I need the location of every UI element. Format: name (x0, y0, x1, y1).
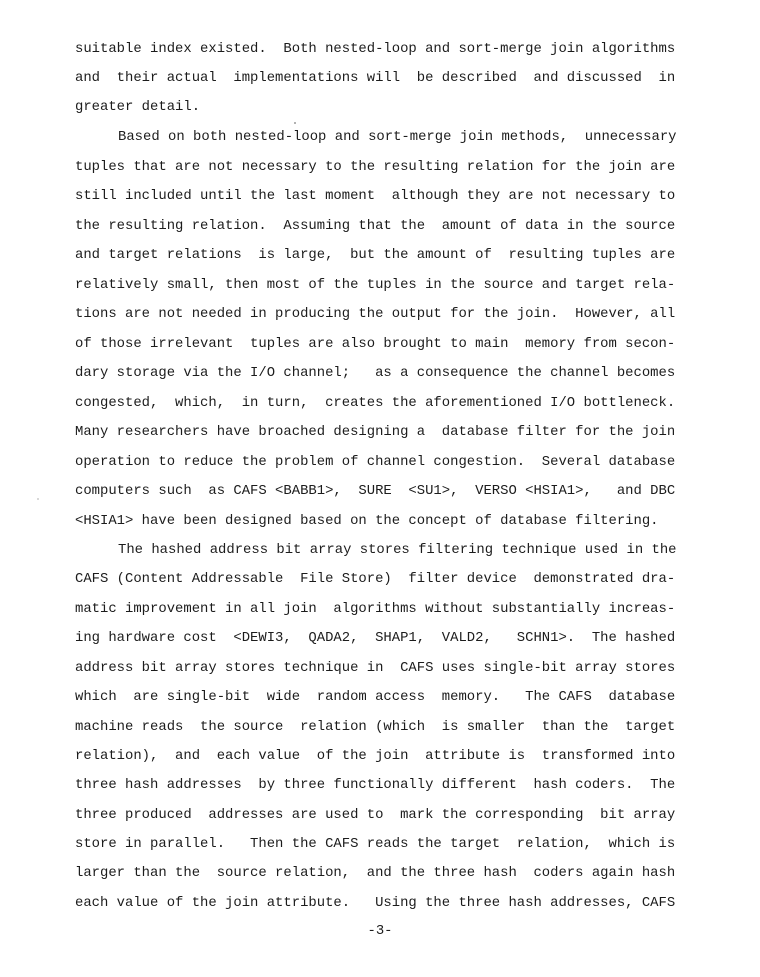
text-line: tuples that are not necessary to the resulting relation for the join are (75, 159, 676, 175)
text-line: relatively small, then most of the tuples in the source and target rela- (75, 277, 676, 293)
text-line: each value of the join attribute. Using the three hash addresses, CAFS (75, 895, 676, 911)
text-line: The hashed address bit array stores filtering technique used in the (118, 542, 677, 558)
text-line: operation to reduce the problem of channel congestion. Several database (75, 454, 676, 470)
text-line: congested, which, in turn, creates the aforementioned I/O bottleneck. (75, 395, 676, 411)
text-line: dary storage via the I/O channel; as a consequence the channel becomes (75, 365, 676, 381)
text-line: larger than the source relation, and the three hash coders again hash (75, 865, 676, 881)
text-line: and their actual implementations will be described and discussed in (75, 70, 676, 86)
text-line: computers such as CAFS <BABB1>, SURE <SU1>, VERSO <HSIA1>, and DBC (75, 483, 676, 499)
text-line: Based on both nested-loop and sort-merge join methods, unnecessary (118, 129, 677, 145)
text-line: of those irrelevant tuples are also brought to main memory from secon- (75, 336, 676, 352)
text-line: address bit array stores technique in CAFS uses single-bit array stores (75, 660, 676, 676)
text-line: greater detail. (75, 99, 201, 115)
text-line: three produced addresses are used to mark the corresponding bit array (75, 807, 676, 823)
text-line: relation), and each value of the join attribute is transformed into (75, 748, 676, 764)
scan-speck (37, 498, 39, 500)
text-line: which are single-bit wide random access memory. The CAFS database (75, 689, 676, 705)
text-line: three hash addresses by three functionally different hash coders. The (75, 777, 676, 793)
text-line: and target relations is large, but the amount of resulting tuples are (75, 247, 676, 263)
text-line: CAFS (Content Addressable File Store) filter device demonstrated dra- (75, 571, 676, 587)
text-line: <HSIA1> have been designed based on the concept of database filtering. (75, 513, 659, 529)
text-line: store in parallel. Then the CAFS reads the target relation, which is (75, 836, 676, 852)
scan-speck (294, 122, 296, 124)
text-line: still included until the last moment although they are not necessary to (75, 188, 676, 204)
text-line: ing hardware cost <DEWI3, QADA2, SHAP1, VALD2, SCHN1>. The hashed (75, 630, 676, 646)
text-line: suitable index existed. Both nested-loop and sort-merge join algorithms (75, 41, 676, 57)
text-line: machine reads the source relation (which is smaller than the target (75, 719, 676, 735)
page-number: -3- (367, 923, 393, 939)
text-line: the resulting relation. Assuming that the amount of data in the source (75, 218, 676, 234)
text-line: tions are not needed in producing the output for the join. However, all (75, 306, 676, 322)
text-line: Many researchers have broached designing a database filter for the join (75, 424, 676, 440)
text-line: matic improvement in all join algorithms without substantially increas- (75, 601, 676, 617)
